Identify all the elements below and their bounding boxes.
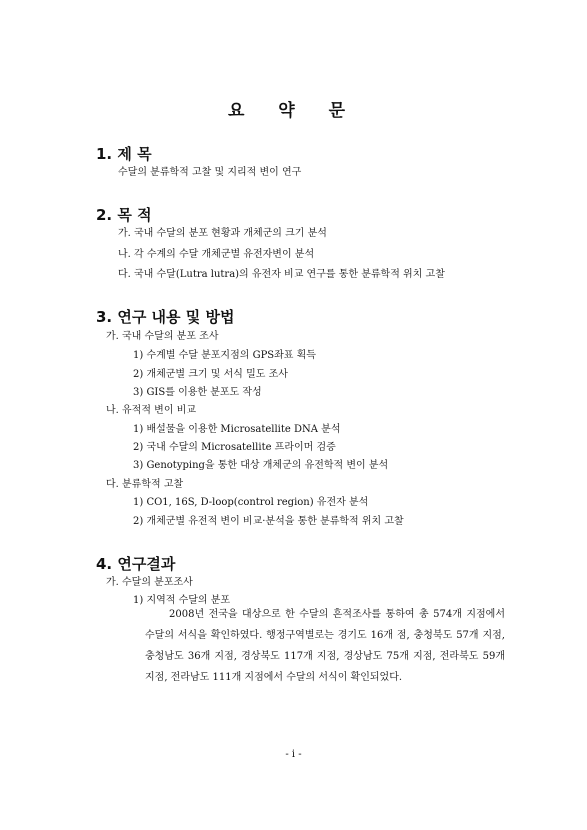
section-3-group-2-item-2: 2) 국내 수달의 Microsatellite 프라이머 검증: [133, 442, 336, 453]
section-1-line-1: 수달의 분류학적 고찰 및 지리적 변이 연구: [118, 167, 302, 178]
section-3-group-3-item-1: 1) CO1, 16S, D-loop(control region) 유전자 분석: [133, 497, 369, 508]
section-2-line-1: 가. 국내 수달의 분포 현황과 개체군의 크기 분석: [118, 228, 327, 239]
section-4-paragraph-text: 2008년 전국을 대상으로 한 수달의 흔적조사를 통하여 총 574개 지점에서 수달의 서식을 확인하였다. 행정구역별로는 경기도 16개 점, 충청북도 57개 지점, 충청남도 36개 지점, 경상북도 117개 지점, 경상남도 75개 지점, 전라북도 59개 지점, 전라남도 111개 지점에서 수달의 서식이 확인되었다.: [145, 609, 505, 683]
section-3-heading: 3. 연구 내용 및 방법: [96, 308, 235, 326]
section-2-line-2: 나. 각 수계의 수달 개체군별 유전자변이 분석: [118, 249, 315, 260]
section-3-group-3-item-2: 2) 개체군별 유전적 변이 비교·분석을 통한 분류학적 위치 고찰: [133, 516, 404, 527]
section-2-line-3: 다. 국내 수달(Lutra lutra)의 유전자 비교 연구를 통한 분류학적 위치 고찰: [118, 269, 445, 280]
section-3-group-2-item-3: 3) Genotyping을 통한 대상 개체군의 유전학적 변이 분석: [133, 460, 389, 471]
section-3-group-2-item-1: 1) 배설물을 이용한 Microsatellite DNA 분석: [133, 424, 341, 435]
section-3-group-2-label: 나. 유적적 변이 비교: [106, 405, 196, 416]
page-title: 요 약 문: [227, 101, 360, 121]
section-2-heading: 2. 목 적: [96, 206, 152, 224]
section-4-paragraph: [145, 604, 505, 688]
section-3-group-1-item-3: 3) GIS를 이용한 분포도 작성: [133, 387, 262, 398]
section-4-sub-label: 1) 지역적 수달의 분포: [133, 595, 231, 606]
section-4-heading: 4. 연구결과: [96, 555, 176, 573]
section-4-group-label: 가. 수달의 분포조사: [106, 577, 193, 588]
section-1-heading: 1. 제 목: [96, 145, 152, 163]
section-3-group-1-item-2: 2) 개체군별 크기 및 서식 밀도 조사: [133, 369, 288, 380]
section-3-group-3-label: 다. 분류학적 고찰: [106, 479, 184, 490]
section-3-group-1-label: 가. 국내 수달의 분포 조사: [106, 331, 219, 342]
section-3-group-1-item-1: 1) 수계별 수달 분포지점의 GPS좌표 획득: [133, 350, 316, 361]
page-number: - i -: [285, 749, 302, 760]
